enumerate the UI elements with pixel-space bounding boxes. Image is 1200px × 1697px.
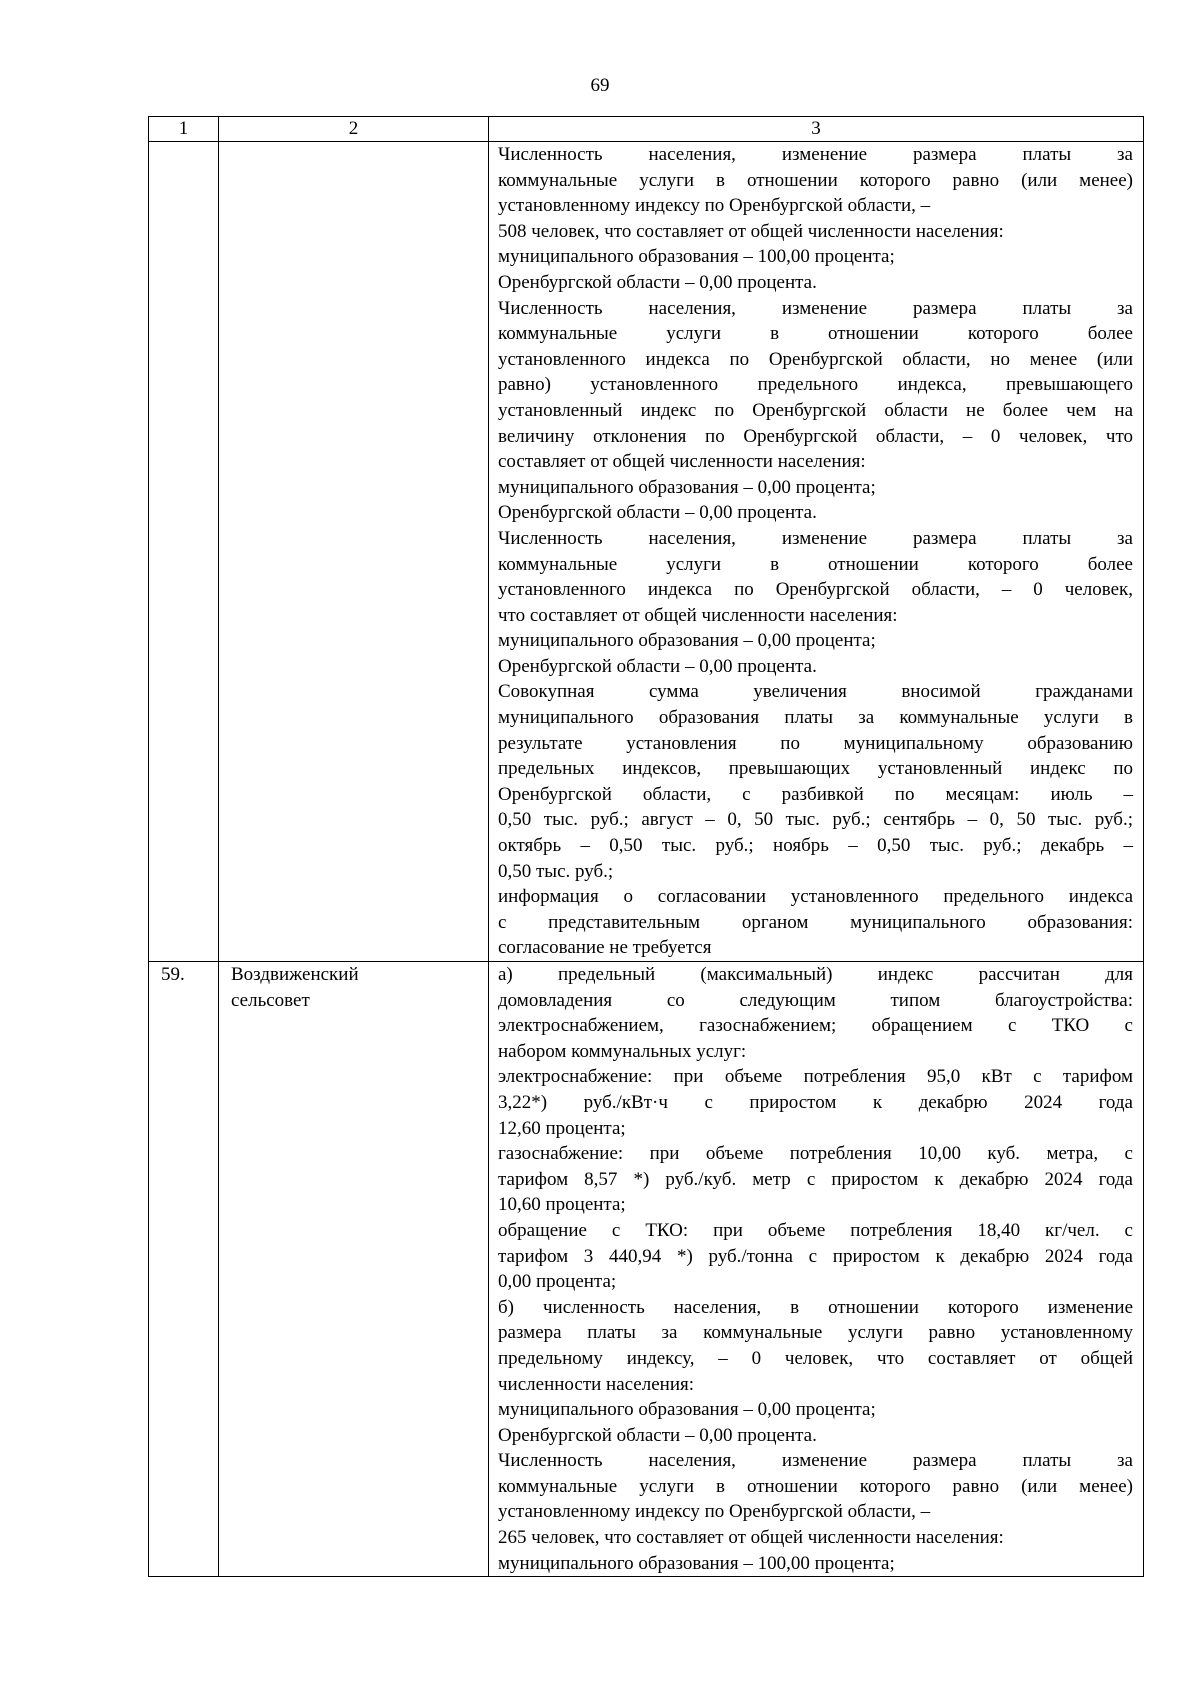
page-number: 69	[590, 75, 610, 96]
description-line: результате установления по муниципальному образованию	[498, 732, 1133, 754]
description-line: Совокупная сумма увеличения вносимой гражданами	[498, 681, 1133, 703]
row-number-cell	[149, 142, 219, 962]
description-line: размера платы за коммунальные услуги равно установленному	[498, 1322, 1133, 1344]
description-line: Оренбургской области, с разбивкой по месяцам: июль –	[498, 783, 1133, 805]
description-line: установленного индекса по Оренбургской области, но менее (или	[498, 348, 1133, 370]
description-line: Оренбургской области – 0,00 процента.	[498, 502, 817, 524]
description-line: Оренбургской области – 0,00 процента.	[498, 271, 817, 293]
description-line: 0,00 процента;	[498, 1271, 617, 1293]
description-line: информация о согласовании установленного предельного индекса	[498, 886, 1133, 908]
description-line: б) численность населения, в отношении которого изменение	[498, 1296, 1133, 1318]
description-line: муниципального образования – 100,00 процента;	[498, 1552, 895, 1574]
description-line: октябрь – 0,50 тыс. руб.; ноябрь – 0,50 тыс. руб.; декабрь –	[498, 835, 1133, 857]
data-table	[148, 116, 1144, 1577]
description-line: коммунальные услуги в отношении которого более	[498, 553, 1133, 575]
description-line: 12,60 процента;	[498, 1117, 626, 1139]
description-line: предельному индексу, – 0 человек, что составляет от общей	[498, 1347, 1133, 1369]
description-line: 508 человек, что составляет от общей численности населения:	[498, 220, 1004, 242]
description-line: коммунальные услуги в отношении которого равно (или менее)	[498, 169, 1133, 191]
description-line: установленный индекс по Оренбургской области не более чем на	[498, 399, 1133, 421]
description-line: установленному индексу по Оренбургской области, –	[498, 195, 931, 217]
description-line: тарифом 3 440,94 *) руб./тонна с приростом к декабрю 2024 года	[498, 1245, 1133, 1267]
description-line: муниципального образования платы за коммунальные услуги в	[498, 707, 1133, 729]
description-line: Оренбургской области – 0,00 процента.	[498, 655, 817, 677]
description-line: установленного индекса по Оренбургской области, – 0 человек,	[498, 579, 1133, 601]
municipality-cell	[219, 142, 489, 962]
description-line: коммунальные услуги в отношении которого равно (или менее)	[498, 1475, 1133, 1497]
description-line: численности населения:	[498, 1373, 695, 1395]
description-line: электроснабжение: при объеме потребления 95,0 кВт с тарифом	[498, 1066, 1133, 1088]
header-col-3: 3	[489, 117, 1144, 142]
description-line: Численность населения, изменение размера платы за	[498, 1450, 1133, 1472]
description-line: Численность населения, изменение размера платы за	[498, 527, 1133, 549]
description-line: домовладения со следующим типом благоустройства:	[498, 989, 1133, 1011]
description-line: муниципального образования – 0,00 процента;	[498, 1399, 876, 1421]
header-col-1: 1	[149, 117, 219, 142]
description-line: 3,22*) руб./кВт·ч с приростом к декабрю 2024 года	[498, 1091, 1133, 1113]
description-line: коммунальные услуги в отношении которого более	[498, 323, 1133, 345]
municipality-cell	[219, 962, 489, 1577]
description-line: обращение с ТКО: при объеме потребления 18,40 кг/чел. с	[498, 1219, 1133, 1241]
table-row	[149, 142, 1144, 962]
description-line: электроснабжением, газоснабжением; обращением с ТКО с	[498, 1015, 1133, 1037]
description-line: что составляет от общей численности населения:	[498, 604, 898, 626]
header-row	[149, 117, 1144, 142]
municipality-name-line: сельсовет	[231, 989, 310, 1011]
description-line: величину отклонения по Оренбургской области, – 0 человек, что	[498, 425, 1133, 447]
description-line: муниципального образования – 100,00 процента;	[498, 246, 895, 268]
description-line: предельных индексов, превышающих установленный индекс по	[498, 758, 1133, 780]
row-number-cell	[149, 962, 219, 1577]
description-line: муниципального образования – 0,00 процента;	[498, 476, 876, 498]
description-line: 265 человек, что составляет от общей численности населения:	[498, 1527, 1004, 1549]
description-line: Численность населения, изменение размера платы за	[498, 144, 1133, 165]
municipality-name-line: Воздвиженский	[231, 964, 359, 985]
description-cell	[489, 962, 1144, 1577]
description-line: тарифом 8,57 *) руб./куб. метр с приростом к декабрю 2024 года	[498, 1168, 1133, 1190]
description-cell	[489, 142, 1144, 962]
description-line: Оренбургской области – 0,00 процента.	[498, 1424, 817, 1446]
description-line: с представительным органом муниципального образования:	[498, 911, 1133, 933]
description-line: составляет от общей численности населения:	[498, 451, 866, 473]
header-col-2: 2	[219, 117, 489, 142]
description-line: набором коммунальных услуг:	[498, 1040, 747, 1062]
description-line: 0,50 тыс. руб.;	[498, 860, 614, 882]
description-line: равно) установленного предельного индекса, превышающего	[498, 374, 1133, 396]
row-number: 59.	[161, 964, 185, 985]
table-row	[149, 962, 1144, 1577]
description-line: газоснабжение: при объеме потребления 10,00 куб. метра, с	[498, 1143, 1133, 1165]
description-line: а) предельный (максимальный) индекс рассчитан для	[498, 964, 1133, 985]
description-line: муниципального образования – 0,00 процента;	[498, 630, 876, 652]
description-line: Численность населения, изменение размера платы за	[498, 297, 1133, 319]
description-line: 10,60 процента;	[498, 1194, 626, 1216]
description-line: установленному индексу по Оренбургской области, –	[498, 1501, 931, 1523]
description-line: 0,50 тыс. руб.; август – 0, 50 тыс. руб.; сентябрь – 0, 50 тыс. руб.;	[498, 809, 1133, 831]
description-line: согласование не требуется	[498, 937, 712, 959]
